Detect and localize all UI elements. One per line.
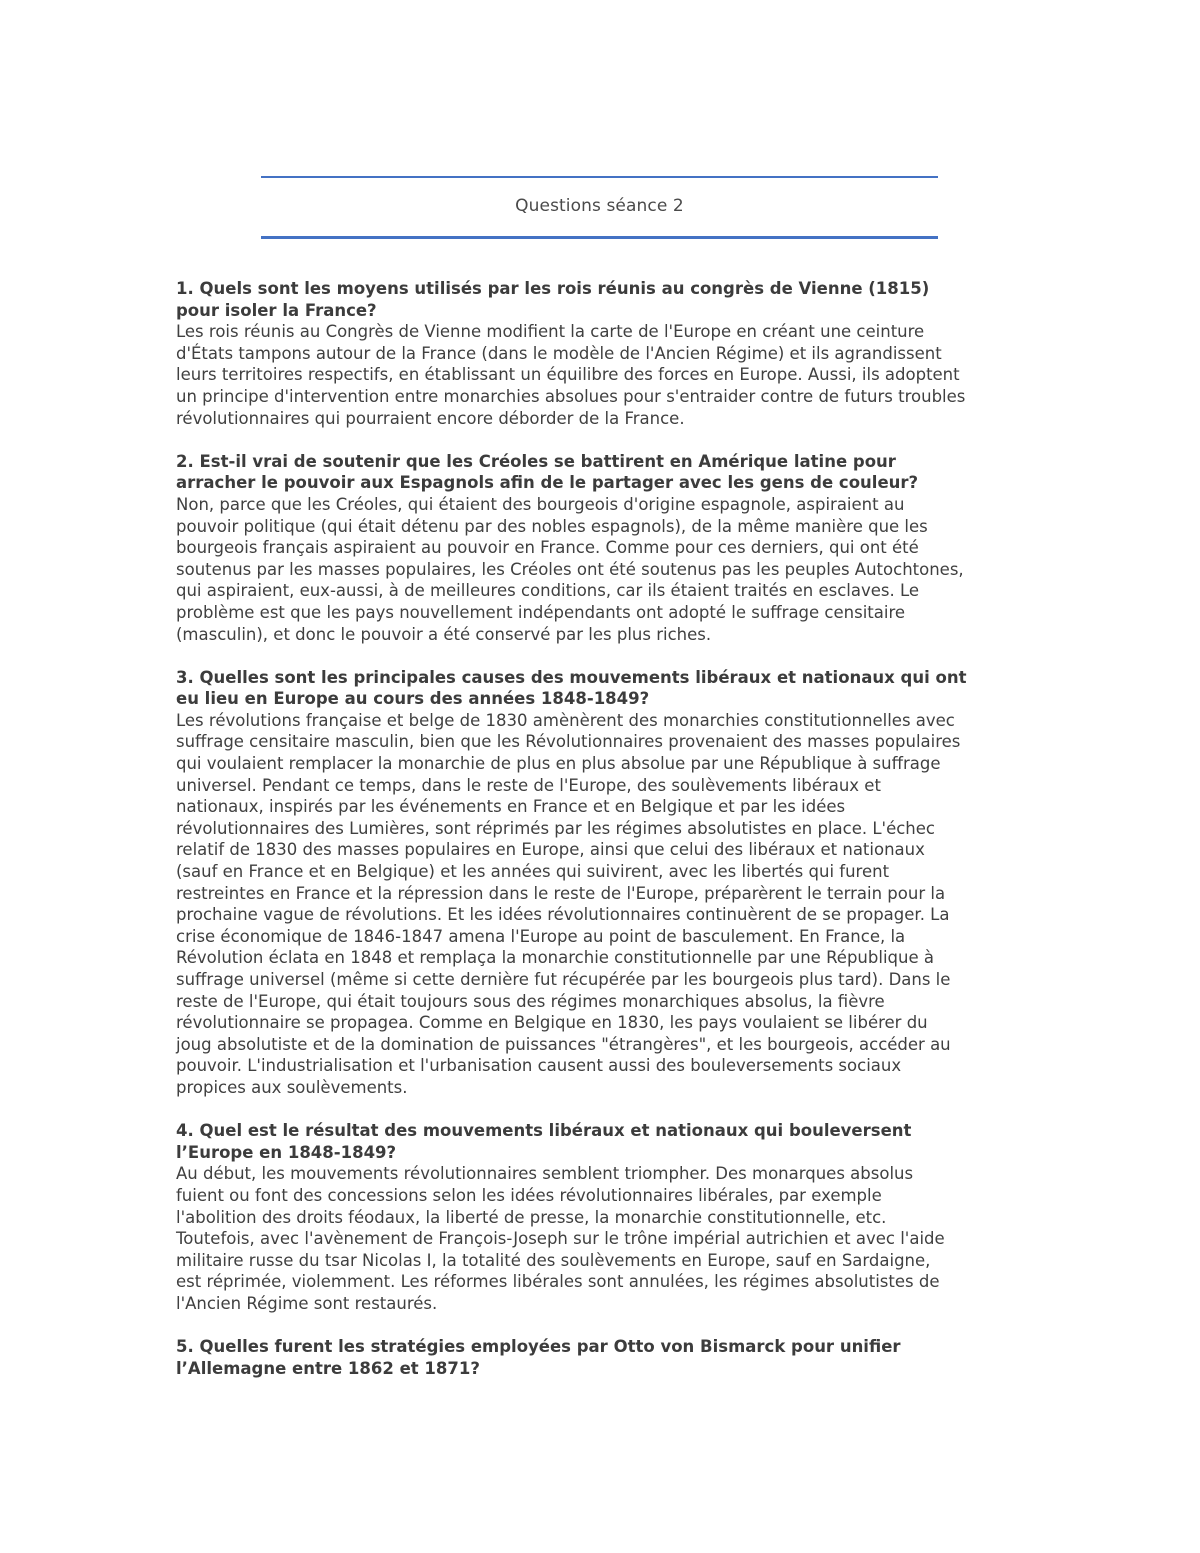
question-5: 5. Quelles furent les stratégies employées par Otto von Bismarck pour unifier l’Allemagne entre 1862 et 1871? — [176, 1337, 901, 1378]
question-block-5 — [176, 1336, 1046, 1379]
question-block-1 — [176, 278, 1046, 429]
question-2: 2. Est-il vrai de soutenir que les Créoles se battirent en Amérique latine pour arracher le pouvoir aux Espagnols afin de le partager avec les gens de couleur? — [176, 451, 919, 493]
question-block-2 — [176, 451, 1046, 645]
question-block-3 — [176, 667, 1046, 1099]
question-3: 3. Quelles sont les principales causes des mouvements libéraux et nationaux qui ont eu lieu en Europe au cours des années 1848-1849? — [176, 667, 967, 709]
question-1: 1. Quels sont les moyens utilisés par les rois réunis au congrès de Vienne (1815) pour isoler la France? — [176, 279, 930, 320]
answer-4: Au début, les mouvements révolutionnaires semblent triompher. Des monarques absolus fuient ou font des concessions selon les idées révolutionnaires libérales, par exemple l'abolition des droits féodaux, la liberté de presse, la monarchie constitutionnelle, etc. Toutefois, avec l'avènement de François-Joseph sur le trône impérial autrichien et avec l'aide militaire russe du tsar Nicolas I, la totalité des soulèvements en Europe, sauf en Sardaigne, est réprimée, violemment. Les réformes libérales sont annulées, les régimes absolutistes de l'Ancien Régime sont restaurés. — [176, 1164, 945, 1313]
header-rule-top — [261, 176, 938, 178]
answer-1: Les rois réunis au Congrès de Vienne modifient la carte de l'Europe en créant une ceinture d'États tampons autour de la France (dans le modèle de l'Ancien Régime) et ils agrandissent leurs territoires respectifs, en établissant un équilibre des forces en Europe. Aussi, ils adoptent un principe d'intervention entre monarchies absolues pour s'entraider contre de futurs troubles révolutionnaires qui pourraient encore déborder de la France. — [176, 322, 966, 428]
questions-list — [176, 278, 1046, 1401]
question-block-4 — [176, 1120, 1046, 1314]
question-4: 4. Quel est le résultat des mouvements libéraux et nationaux qui bouleversent l’Europe en 1848-1849? — [176, 1121, 912, 1162]
page-title: Questions séance 2 — [515, 196, 684, 216]
answer-3: Les révolutions française et belge de 1830 amènèrent des monarchies constitutionnelles avec suffrage censitaire masculin, bien que les Révolutionnaires provenaient des masses populaires qui voulaient remplacer la monarchie de plus en plus absolue par une République à suffrage universel. Pendant ce temps, dans le reste de l'Europe, des soulèvements libéraux et nationaux, inspirés par les événements en France et en Belgique et par les idées révolutionnaires des Lumières, sont réprimés par les régimes absolutistes en place. L'échec relatif de 1830 des masses populaires en Europe, ainsi que celui des libéraux et nationaux (sauf en France et en Belgique) et les années qui suivirent, avec les libertés qui furent restreintes en France et la répression dans le reste de l'Europe, préparèrent le terrain pour la prochaine vague de révolutions. Et les idées révolutionnaires continuèrent de se propager. La crise économique de 1846-1847 amena l'Europe au point de basculement. En France, la Révolution éclata en 1848 et remplaça la monarchie constitutionnelle par une République à suffrage universel (même si cette dernière fut récupérée par les bourgeois plus tard). Dans le reste de l'Europe, qui était toujours sous des régimes monarchiques absolus, la fièvre révolutionnaire se propagea. Comme en Belgique en 1830, les pays voulaient se libérer du joug absolutiste et de la domination de puissances "étrangères", et les bourgeois, accéder au pouvoir. L'industrialisation et l'urbanisation causent aussi des bouleversements sociaux propices aux soulèvements. — [176, 710, 961, 1097]
header-rule-bottom — [261, 236, 938, 239]
answer-2: Non, parce que les Créoles, qui étaient des bourgeois d'origine espagnole, aspiraient au pouvoir politique (qui était détenu par des nobles espagnols), de la même manière que les bourgeois français aspiraient au pouvoir en France. Comme pour ces derniers, qui ont été soutenus par les masses populaires, les Créoles ont été soutenus pas les peuples Autochtones, qui aspiraient, eux-aussi, à de meilleures conditions, car ils étaient traités en esclaves. Le problème est que les pays nouvellement indépendants ont adopté le suffrage censitaire (masculin), et donc le pouvoir a été conservé par les plus riches. — [176, 494, 964, 644]
